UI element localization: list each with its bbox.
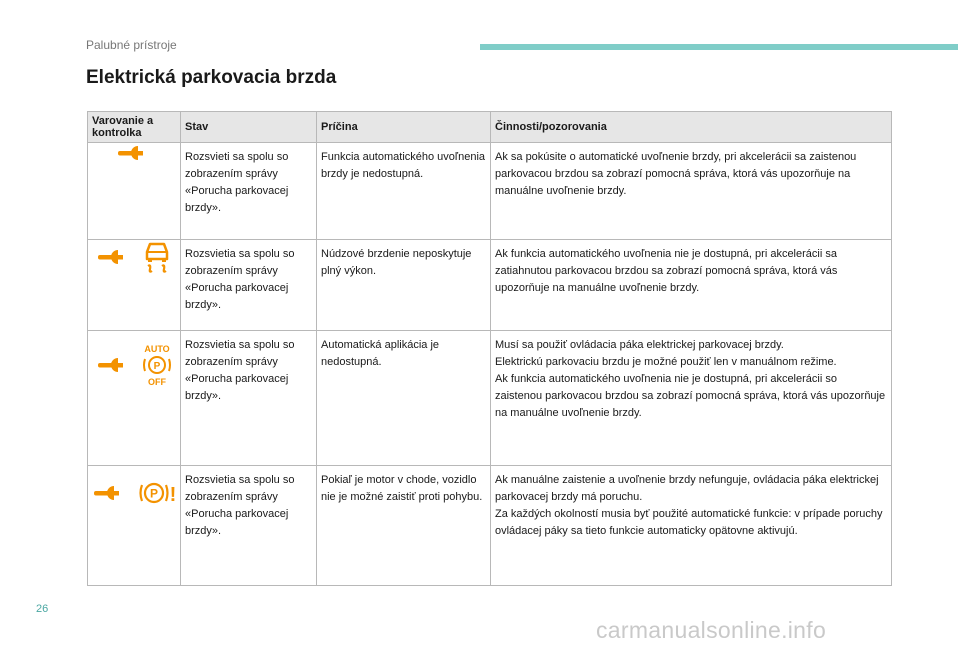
actions-cell: Ak funkcia automatického uvoľnenia nie je dostupná, pri akcelerácii sa zatiahnutou parkovacou brzdou sa zobrazí pomocná správa, ktorá vás upozorňuje na manuálne uvoľnenie brzdy. <box>491 240 892 331</box>
wrench-icon <box>92 483 128 503</box>
watermark: carmanualsonline.info <box>596 617 827 643</box>
section-label: Palubné prístroje <box>86 38 177 52</box>
actions-cell: Ak sa pokúsite o automatické uvoľnenie brzdy, pri akcelerácii sa zaistenou parkovacou brzdou sa zobrazí pomocná správa, ktorá vás upozorňuje na manuálne uvoľnenie brzdy. <box>491 143 892 240</box>
off-label: OFF <box>148 377 166 387</box>
status-cell: Rozsvietia sa spolu so zobrazením správy «Porucha parkovacej brzdy». <box>181 331 317 466</box>
warning-icons-cell <box>88 143 181 240</box>
cause-cell: Automatická aplikácia je nedostupná. <box>317 331 491 466</box>
skidding-car-icon <box>142 240 172 274</box>
column-header-actions: Činnosti/pozorovania <box>491 112 892 143</box>
cause-cell: Pokiaľ je motor v chode, vozidlo nie je možné zaistiť proti pohybu. <box>317 466 491 586</box>
warning-icons-cell <box>88 331 181 466</box>
actions-cell: Musí sa použiť ovládacia páka elektrickej parkovacej brzdy. Elektrickú parkovaciu brzdu je možné použiť len v manuálnom režime. Ak funkcia automatického uvoľnenia nie je dostupná, pri akcelerácii so zaistenou parkovacou brzdou sa zobrazí pomocná správa, ktorá vás upozorňuje na manuálne uvoľnenie brzdy. <box>491 331 892 466</box>
column-header-warning: Varovanie a kontrolka <box>88 112 181 143</box>
warning-icons-cell <box>88 240 181 331</box>
cause-cell: Núdzové brzdenie neposkytuje plný výkon. <box>317 240 491 331</box>
auto-park-off-icon <box>142 343 172 387</box>
page-number: 26 <box>36 603 49 615</box>
auto-label: AUTO <box>144 344 170 354</box>
status-cell: Rozsvietia sa spolu so zobrazením správy «Porucha parkovacej brzdy». <box>181 240 317 331</box>
wrench-icon <box>96 247 132 267</box>
wrench-icon <box>116 143 152 163</box>
status-cell: Rozsvieti sa spolu so zobrazením správy «Porucha parkovacej brzdy». <box>181 143 317 240</box>
table-row <box>88 240 892 331</box>
table-row <box>88 331 892 466</box>
park-brake-fault-icon <box>138 478 176 508</box>
actions-cell: Ak manuálne zaistenie a uvoľnenie brzdy nefunguje, ovládacia páka elektrickej parkovacej brzdy má poruchu. Za každých okolností musia byť použité automatické funkcie: v prípade poruchy ovládacej páky sa tieto funkcie automaticky opätovne aktivujú. <box>491 466 892 586</box>
p-label: P <box>153 361 161 372</box>
cause-cell: Funkcia automatického uvoľnenia brzdy je nedostupná. <box>317 143 491 240</box>
header-accent-bar <box>480 44 958 50</box>
page-title: Elektrická parkovacia brzda <box>86 67 337 88</box>
status-cell: Rozsvietia sa spolu so zobrazením správy «Porucha parkovacej brzdy». <box>181 466 317 586</box>
warning-lights-table <box>87 111 892 586</box>
table-row <box>88 143 892 240</box>
warning-icons-cell <box>88 466 181 586</box>
p-label: P <box>149 486 159 501</box>
table-header-row <box>88 112 892 143</box>
column-header-status: Stav <box>181 112 317 143</box>
wrench-icon <box>96 355 132 375</box>
column-header-cause: Príčina <box>317 112 491 143</box>
table-row <box>88 466 892 586</box>
exclamation-label: ! <box>169 484 176 506</box>
